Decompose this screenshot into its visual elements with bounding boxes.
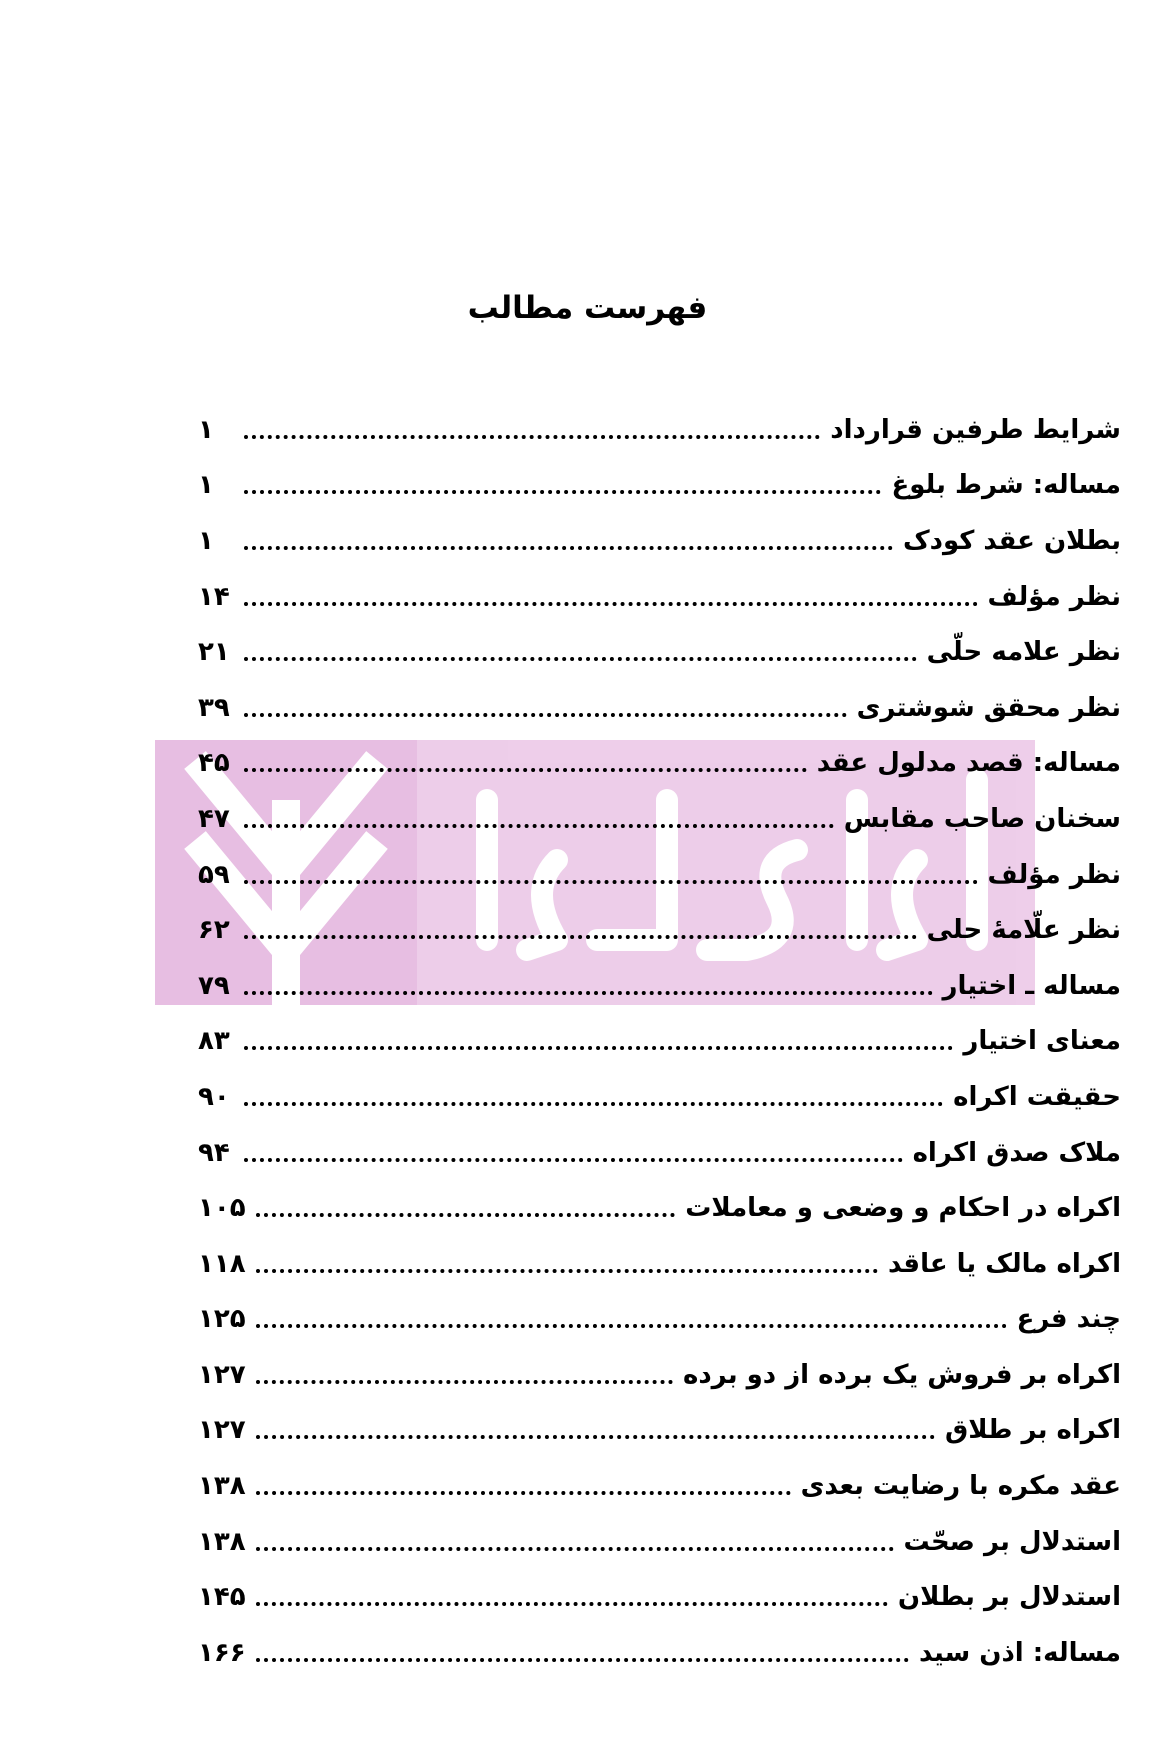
dot-leader xyxy=(244,657,917,661)
toc-entry-title: اکراه بر طلاق xyxy=(945,1415,1121,1446)
toc-entry-title: ملاک صدق اکراه xyxy=(912,1137,1121,1168)
dot-leader xyxy=(256,1435,935,1439)
toc-entry-title: حقیقت اکراه xyxy=(953,1081,1121,1112)
toc-entry-page-number: ۶۲ xyxy=(198,915,230,946)
toc-entry[interactable] xyxy=(198,1458,1121,1514)
page-title: فهرست مطالب xyxy=(467,290,708,326)
toc-entry-title: معنای اختیار xyxy=(963,1026,1121,1057)
toc-entry[interactable] xyxy=(198,624,1121,680)
toc-entry[interactable] xyxy=(198,1347,1121,1403)
toc-entry-page-number: ۱۰۵ xyxy=(198,1193,246,1224)
toc-entry[interactable] xyxy=(198,1403,1121,1459)
dot-leader xyxy=(256,1380,673,1384)
toc-entry-title: اکراه در احکام و وضعی و معاملات xyxy=(685,1193,1121,1224)
toc-entry-title: نظر علّامهٔ حلی xyxy=(926,915,1121,946)
toc-entry[interactable] xyxy=(198,402,1121,458)
toc-entry-title: نظر محقق شوشتری xyxy=(856,692,1121,723)
toc-entry-title: نظر مؤلف xyxy=(987,859,1121,890)
toc-entry[interactable] xyxy=(198,847,1121,903)
toc-entry[interactable] xyxy=(198,791,1121,847)
toc-entry[interactable] xyxy=(198,1180,1121,1236)
toc-entry-title: مساله ـ اختیار xyxy=(942,970,1121,1001)
toc-entry[interactable] xyxy=(198,680,1121,736)
dot-leader xyxy=(244,490,881,494)
toc-entry[interactable] xyxy=(198,958,1121,1014)
toc-entry-page-number: ۱۱۸ xyxy=(198,1248,246,1279)
toc-entry-title: مساله: اذن سید xyxy=(919,1637,1121,1668)
toc-entry-page-number: ۱۶۶ xyxy=(198,1637,246,1668)
dot-leader xyxy=(256,1602,888,1606)
toc-entry-title: نظر مؤلف xyxy=(987,581,1121,612)
dot-leader xyxy=(256,1213,676,1217)
toc-entry-page-number: ۱۴۵ xyxy=(198,1582,246,1613)
toc-entry-page-number: ۱ xyxy=(198,414,214,445)
toc-entry-title: استدلال بر بطلان xyxy=(897,1582,1121,1613)
toc-entry[interactable] xyxy=(198,1292,1121,1348)
dot-leader xyxy=(244,768,807,772)
toc-entry-page-number: ۳۹ xyxy=(198,692,230,723)
toc-entry-title: مساله: شرط بلوغ xyxy=(891,470,1121,501)
dot-leader xyxy=(244,1046,953,1050)
toc-entry-page-number: ۵۹ xyxy=(198,859,230,890)
toc-entry-page-number: ۷۹ xyxy=(198,970,230,1001)
dot-leader xyxy=(244,602,978,606)
dot-leader xyxy=(244,1158,903,1162)
table-of-contents xyxy=(198,402,1121,1681)
toc-entry-title: اکراه مالک یا عاقد xyxy=(888,1248,1121,1279)
toc-entry[interactable] xyxy=(198,902,1121,958)
toc-entry-title: سخنان صاحب مقابس xyxy=(843,803,1121,834)
dot-leader xyxy=(244,546,893,550)
dot-leader xyxy=(256,1491,791,1495)
toc-entry[interactable] xyxy=(198,1125,1121,1181)
toc-entry[interactable] xyxy=(198,736,1121,792)
dot-leader xyxy=(244,935,917,939)
toc-entry-page-number: ۱۲۷ xyxy=(198,1359,246,1390)
toc-entry[interactable] xyxy=(198,1236,1121,1292)
toc-entry[interactable] xyxy=(198,1569,1121,1625)
toc-entry-page-number: ۸۳ xyxy=(198,1026,230,1057)
toc-entry-title: استدلال بر صحّت xyxy=(903,1526,1121,1557)
toc-entry-page-number: ۱۴ xyxy=(198,581,230,612)
dot-leader xyxy=(244,824,834,828)
toc-entry[interactable] xyxy=(198,569,1121,625)
toc-entry[interactable] xyxy=(198,458,1121,514)
toc-entry[interactable] xyxy=(198,1014,1121,1070)
toc-entry-title: نظر علامه حلّی xyxy=(926,637,1121,668)
toc-entry-title: اکراه بر فروش یک برده از دو برده xyxy=(682,1359,1121,1390)
dot-leader xyxy=(256,1269,878,1273)
toc-entry-page-number: ۱۲۵ xyxy=(198,1304,246,1335)
toc-entry-title: شرایط طرفین قرارداد xyxy=(830,414,1121,445)
toc-entry-page-number: ۹۰ xyxy=(198,1081,230,1112)
toc-entry-title: عقد مکره با رضایت بعدی xyxy=(800,1471,1121,1502)
dot-leader xyxy=(256,1658,909,1662)
dot-leader xyxy=(244,1102,943,1106)
toc-entry-page-number: ۱ xyxy=(198,470,214,501)
toc-entry-page-number: ۴۷ xyxy=(198,803,230,834)
toc-entry-title: مساله: قصد مدلول عقد xyxy=(816,748,1121,779)
toc-entry[interactable] xyxy=(198,513,1121,569)
dot-leader xyxy=(256,1324,1007,1328)
toc-entry[interactable] xyxy=(198,1069,1121,1125)
toc-entry-title: چند فرع xyxy=(1016,1304,1121,1335)
dot-leader xyxy=(244,991,933,995)
dot-leader xyxy=(244,880,978,884)
toc-entry-page-number: ۱۳۸ xyxy=(198,1526,246,1557)
toc-entry-title: بطلان عقد کودک xyxy=(902,525,1121,556)
toc-entry-page-number: ۱۳۸ xyxy=(198,1471,246,1502)
toc-entry-page-number: ۴۵ xyxy=(198,748,230,779)
toc-entry-page-number: ۱۲۷ xyxy=(198,1415,246,1446)
dot-leader xyxy=(244,435,820,439)
toc-entry[interactable] xyxy=(198,1625,1121,1681)
dot-leader xyxy=(244,713,847,717)
toc-entry[interactable] xyxy=(198,1514,1121,1570)
toc-entry-page-number: ۹۴ xyxy=(198,1137,230,1168)
dot-leader xyxy=(256,1547,894,1551)
toc-entry-page-number: ۲۱ xyxy=(198,637,230,668)
toc-entry-page-number: ۱ xyxy=(198,525,214,556)
